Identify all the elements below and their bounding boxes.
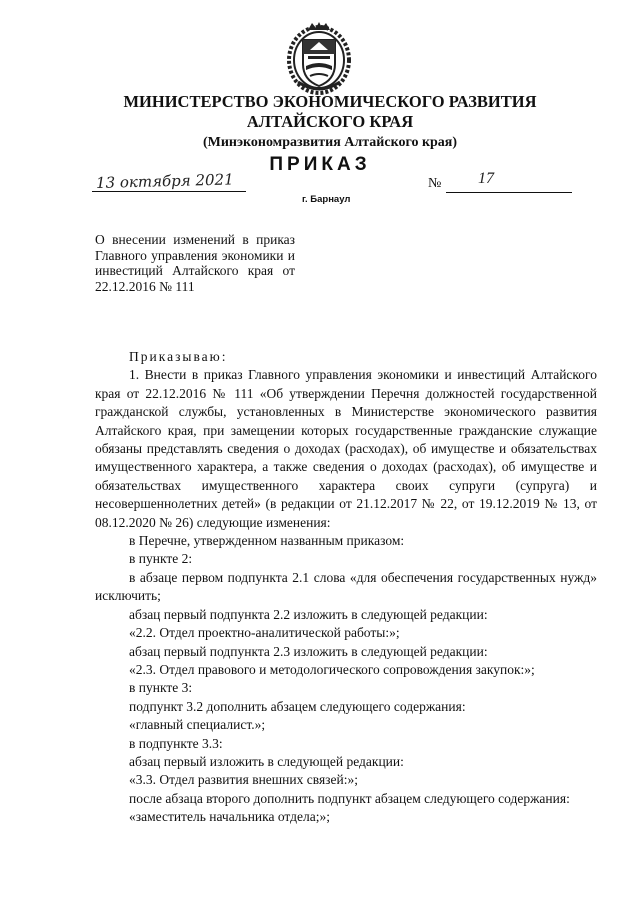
body-line: абзац первый изложить в следующей редакции: [129, 753, 404, 769]
number-underline [446, 192, 572, 193]
body-line: в Перечне, утвержденном названным приказом: [129, 533, 405, 549]
body-line: подпункт 3.2 дополнить абзацем следующего содержания: [129, 698, 466, 714]
document-date: 13 октября 2021 [95, 170, 234, 192]
body-line: в пункте 2: [129, 551, 193, 567]
paragraph-1: 1. Внести в приказ Главного управления экономики и инвестиций Алтайского края от 22.12.2016 № 111 «Об утверждении Перечня должностей государственной гражданской службы, установленных в Министерстве экономического развития Алтайского края, при замещении которых государственные гражданские служащие обязаны представлять сведения о доходах (расходах), об имуществе и обязательствах имущественного характера, а также сведения о доходах (расходах), об имуществе и обязательствах имущественного характера своих супруги (супруга) и несовершеннолетних детей» (в редакции от 21.12.2017 № 22, от 19.12.2019 № 13, от 08.12.2020 № 26) следующие изменения: [95, 367, 597, 530]
document-subject: О внесении изменений в приказ Главного управления экономики и инвестиций Алтайского края от 22.12.2016 № 111 [95, 232, 295, 294]
document-body [95, 348, 597, 827]
coat-of-arms-emblem [286, 20, 352, 96]
body-line: «2.2. Отдел проектно-аналитической работы:»; [129, 625, 400, 641]
body-line: после абзаца второго дополнить подпункт абзацем следующего содержания: [129, 790, 570, 806]
document-type-title: ПРИКАЗ [269, 154, 371, 175]
body-line: «3.3. Отдел развития внешних связей:»; [129, 772, 358, 788]
document-number: 17 [478, 170, 494, 187]
order-word: Приказываю: [129, 349, 228, 364]
body-line: «2.3. Отдел правового и методологического сопровождения закупок:»; [129, 661, 535, 677]
number-sign: № [428, 176, 442, 191]
body-line: абзац первый подпункта 2.2 изложить в следующей редакции: [129, 606, 488, 622]
body-line: в абзаце первом подпункта 2.1 слова «для обеспечения государственных нужд» исключить; [95, 569, 597, 604]
ministry-short-name: (Минэкономразвития Алтайского края) [202, 135, 458, 150]
ministry-header [60, 92, 600, 154]
date-underline [92, 191, 246, 192]
body-line: в подпункте 3.3: [129, 735, 223, 751]
body-line: «заместитель начальника отдела;»; [129, 809, 330, 825]
ministry-name-line1: МИНИСТЕРСТВО ЭКОНОМИЧЕСКОГО РАЗВИТИЯ [123, 92, 537, 111]
body-line: в пункте 3: [129, 680, 193, 696]
city-label: г. Барнаул [302, 194, 351, 205]
body-line: «главный специалист.»; [129, 717, 266, 733]
body-line: абзац первый подпункта 2.3 изложить в следующей редакции: [129, 643, 488, 659]
ministry-name-line2: АЛТАЙСКОГО КРАЯ [246, 112, 414, 131]
